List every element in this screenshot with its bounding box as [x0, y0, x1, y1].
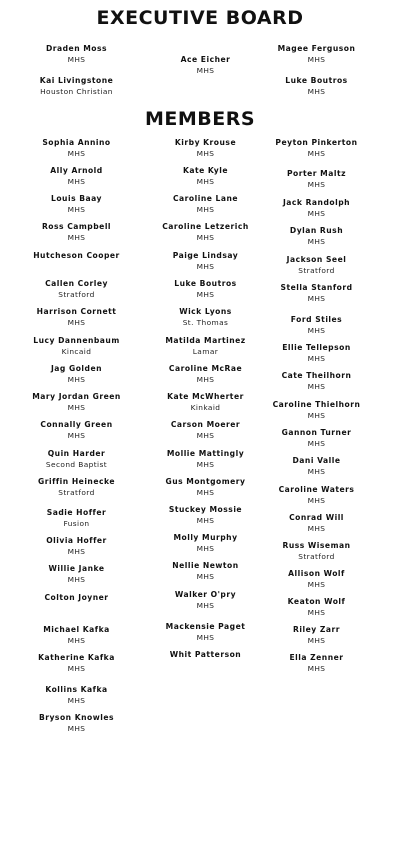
member-school: MHS — [196, 488, 215, 497]
member-school: Kinkaid — [190, 403, 221, 412]
member-entry — [10, 420, 143, 441]
member-entry — [250, 44, 383, 65]
member-name: Keaton Wolf — [287, 597, 346, 606]
member-name: Luke Boutros — [174, 279, 237, 288]
member-entry — [10, 194, 143, 215]
member-name: Allison Wolf — [288, 569, 345, 578]
member-name: Jag Golden — [50, 364, 103, 373]
member-school: MHS — [307, 294, 326, 303]
member-school: MHS — [67, 664, 86, 673]
member-entry — [250, 485, 383, 506]
member-entry — [250, 283, 383, 304]
member-school: MHS — [196, 375, 215, 384]
member-school: MHS — [67, 636, 86, 645]
member-name: Michael Kafka — [43, 625, 110, 634]
member-name: Ford Stiles — [290, 315, 343, 324]
member-school: MHS — [67, 431, 86, 440]
member-name: Kai Livingstone — [39, 76, 114, 85]
member-name: Matilda Martinez — [165, 336, 246, 345]
member-name: Walker O'pry — [174, 590, 237, 599]
member-school: MHS — [67, 55, 86, 64]
member-name: Conrad Will — [289, 513, 344, 522]
member-entry — [10, 685, 143, 706]
member-name: Hutcheson Cooper — [33, 251, 120, 260]
member-name: Caroline Thielhorn — [272, 400, 361, 409]
member-school: MHS — [67, 575, 86, 584]
member-name: Willie Janke — [48, 564, 105, 573]
member-entry — [10, 76, 143, 97]
member-name: Kate Kyle — [182, 166, 229, 175]
member-entry — [250, 569, 383, 590]
member-school: Stratford — [58, 290, 95, 299]
members-heading: MEMBERS — [144, 108, 256, 130]
member-entry — [10, 166, 143, 187]
member-school: MHS — [307, 439, 326, 448]
member-entry — [10, 625, 143, 646]
member-name: Ally Arnold — [50, 166, 103, 175]
member-school: MHS — [196, 177, 215, 186]
member-name: Luke Boutros — [285, 76, 348, 85]
member-entry — [10, 477, 143, 498]
member-name: Connally Green — [40, 420, 113, 429]
member-school: MHS — [196, 290, 215, 299]
member-school: MHS — [307, 149, 326, 158]
member-name: Kate McWherter — [167, 392, 244, 401]
member-name: Katherine Kafka — [38, 653, 115, 662]
member-school: MHS — [307, 636, 326, 645]
member-entry — [250, 76, 383, 97]
member-school: MHS — [196, 66, 215, 75]
member-school: Houston Christian — [40, 87, 113, 96]
member-entry — [10, 251, 143, 261]
member-name: Caroline Lane — [172, 194, 239, 203]
member-entry — [10, 536, 143, 557]
member-entry — [10, 564, 143, 585]
member-entry — [10, 279, 143, 300]
member-name: Olivia Hoffer — [46, 536, 107, 545]
member-school: MHS — [307, 326, 326, 335]
member-school: MHS — [196, 572, 215, 581]
member-name: Molly Murphy — [173, 533, 238, 542]
member-school: MHS — [196, 516, 215, 525]
member-name: Gus Montgomery — [165, 477, 246, 486]
member-school: MHS — [196, 544, 215, 553]
member-school: MHS — [67, 205, 86, 214]
member-entry — [250, 198, 383, 219]
member-name: Dani Valle — [292, 456, 341, 465]
member-name: Caroline Letzerich — [162, 222, 249, 231]
member-name: Sophia Annino — [42, 138, 111, 147]
member-entry — [250, 315, 383, 336]
member-entry — [250, 653, 383, 674]
member-school: MHS — [307, 524, 326, 533]
member-school: MHS — [196, 205, 215, 214]
member-school: MHS — [196, 601, 215, 610]
member-entry — [250, 456, 383, 477]
member-name: Ella Zenner — [289, 653, 344, 662]
member-name: Caroline McRae — [168, 364, 243, 373]
member-school: MHS — [307, 411, 326, 420]
member-entry — [250, 541, 383, 562]
member-school: Second Baptist — [45, 460, 108, 469]
member-name: Mollie Mattingly — [166, 449, 245, 458]
member-name: Bryson Knowles — [38, 713, 115, 722]
member-school: MHS — [67, 177, 86, 186]
member-school: MHS — [67, 233, 86, 242]
member-name: Wick Lyons — [179, 307, 232, 316]
member-school: MHS — [67, 724, 86, 733]
member-school: MHS — [196, 633, 215, 642]
member-school: MHS — [67, 696, 86, 705]
member-school: MHS — [67, 403, 86, 412]
member-entry — [10, 138, 143, 159]
member-name: Gannon Turner — [281, 428, 352, 437]
member-school: MHS — [307, 496, 326, 505]
member-name: Colton Joyner — [44, 593, 109, 602]
member-school: Lamar — [192, 347, 219, 356]
member-name: Magee Ferguson — [277, 44, 356, 53]
member-name: Jack Randolph — [282, 198, 351, 207]
member-entry — [250, 226, 383, 247]
member-entry — [250, 428, 383, 449]
member-name: Jackson Seel — [286, 255, 347, 264]
member-name: Nellie Newton — [172, 561, 239, 570]
member-entry — [250, 138, 383, 159]
member-name: Russ Wiseman — [282, 541, 351, 550]
member-school: MHS — [67, 318, 86, 327]
member-school: MHS — [307, 608, 326, 617]
member-school: Kincaid — [61, 347, 92, 356]
member-school: MHS — [307, 237, 326, 246]
member-school: MHS — [307, 209, 326, 218]
member-school: MHS — [67, 149, 86, 158]
member-school: MHS — [196, 262, 215, 271]
member-entry — [10, 653, 143, 674]
member-entry — [10, 593, 143, 603]
member-entry — [10, 44, 143, 65]
member-name: Callen Corley — [45, 279, 108, 288]
member-school: MHS — [196, 233, 215, 242]
member-school: MHS — [307, 382, 326, 391]
member-name: Draden Moss — [45, 44, 108, 53]
member-name: Louis Baay — [51, 194, 102, 203]
member-school: MHS — [307, 580, 326, 589]
member-name: Mary Jordan Green — [32, 392, 121, 401]
member-school: MHS — [307, 55, 326, 64]
member-school: Fusion — [63, 519, 90, 528]
member-entry — [10, 449, 143, 470]
member-school: MHS — [67, 547, 86, 556]
member-school: MHS — [307, 467, 326, 476]
member-entry — [250, 400, 383, 421]
member-name: Ace Eicher — [180, 55, 231, 64]
member-entry — [250, 255, 383, 276]
member-name: Mackensie Paget — [165, 622, 246, 631]
member-name: Carson Moerer — [170, 420, 241, 429]
member-entry — [10, 713, 143, 734]
member-name: Whit Patterson — [169, 650, 242, 659]
member-entry — [10, 222, 143, 243]
member-name: Kollins Kafka — [45, 685, 108, 694]
member-entry — [250, 169, 383, 190]
member-entry — [250, 371, 383, 392]
member-entry — [250, 513, 383, 534]
member-entry — [250, 625, 383, 646]
member-name: Paige Lindsay — [172, 251, 239, 260]
member-name: Riley Zarr — [293, 625, 340, 634]
member-name: Ellie Tellepson — [282, 343, 351, 352]
member-name: Cate Theilhorn — [281, 371, 352, 380]
member-entry — [10, 364, 143, 385]
member-name: Caroline Waters — [278, 485, 355, 494]
member-school: MHS — [196, 431, 215, 440]
member-school: MHS — [307, 180, 326, 189]
member-name: Lucy Dannenbaum — [33, 336, 120, 345]
member-name: Stella Stanford — [280, 283, 353, 292]
member-name: Harrison Cornett — [36, 307, 117, 316]
member-school: MHS — [307, 664, 326, 673]
member-school: St. Thomas — [182, 318, 229, 327]
member-entry — [10, 392, 143, 413]
member-name: Peyton Pinkerton — [275, 138, 358, 147]
member-name: Dylan Rush — [289, 226, 344, 235]
member-name: Stuckey Mossie — [168, 505, 243, 514]
member-name: Ross Campbell — [41, 222, 112, 231]
member-school: MHS — [67, 375, 86, 384]
member-school: Stratford — [298, 266, 335, 275]
member-name: Kirby Krouse — [174, 138, 237, 147]
member-school: Stratford — [298, 552, 335, 561]
member-name: Griffin Heinecke — [37, 477, 115, 486]
executive-board-heading: EXECUTIVE BOARD — [96, 7, 304, 29]
member-entry — [10, 307, 143, 328]
member-school: MHS — [196, 460, 215, 469]
member-name: Quin Harder — [47, 449, 106, 458]
member-name: Porter Maltz — [286, 169, 347, 178]
member-school: MHS — [307, 87, 326, 96]
member-entry — [250, 597, 383, 618]
member-school: MHS — [307, 354, 326, 363]
member-entry — [10, 508, 143, 529]
member-school: MHS — [196, 149, 215, 158]
member-school: Stratford — [58, 488, 95, 497]
member-entry — [10, 336, 143, 357]
member-entry — [250, 343, 383, 364]
member-name: Sadie Hoffer — [46, 508, 107, 517]
